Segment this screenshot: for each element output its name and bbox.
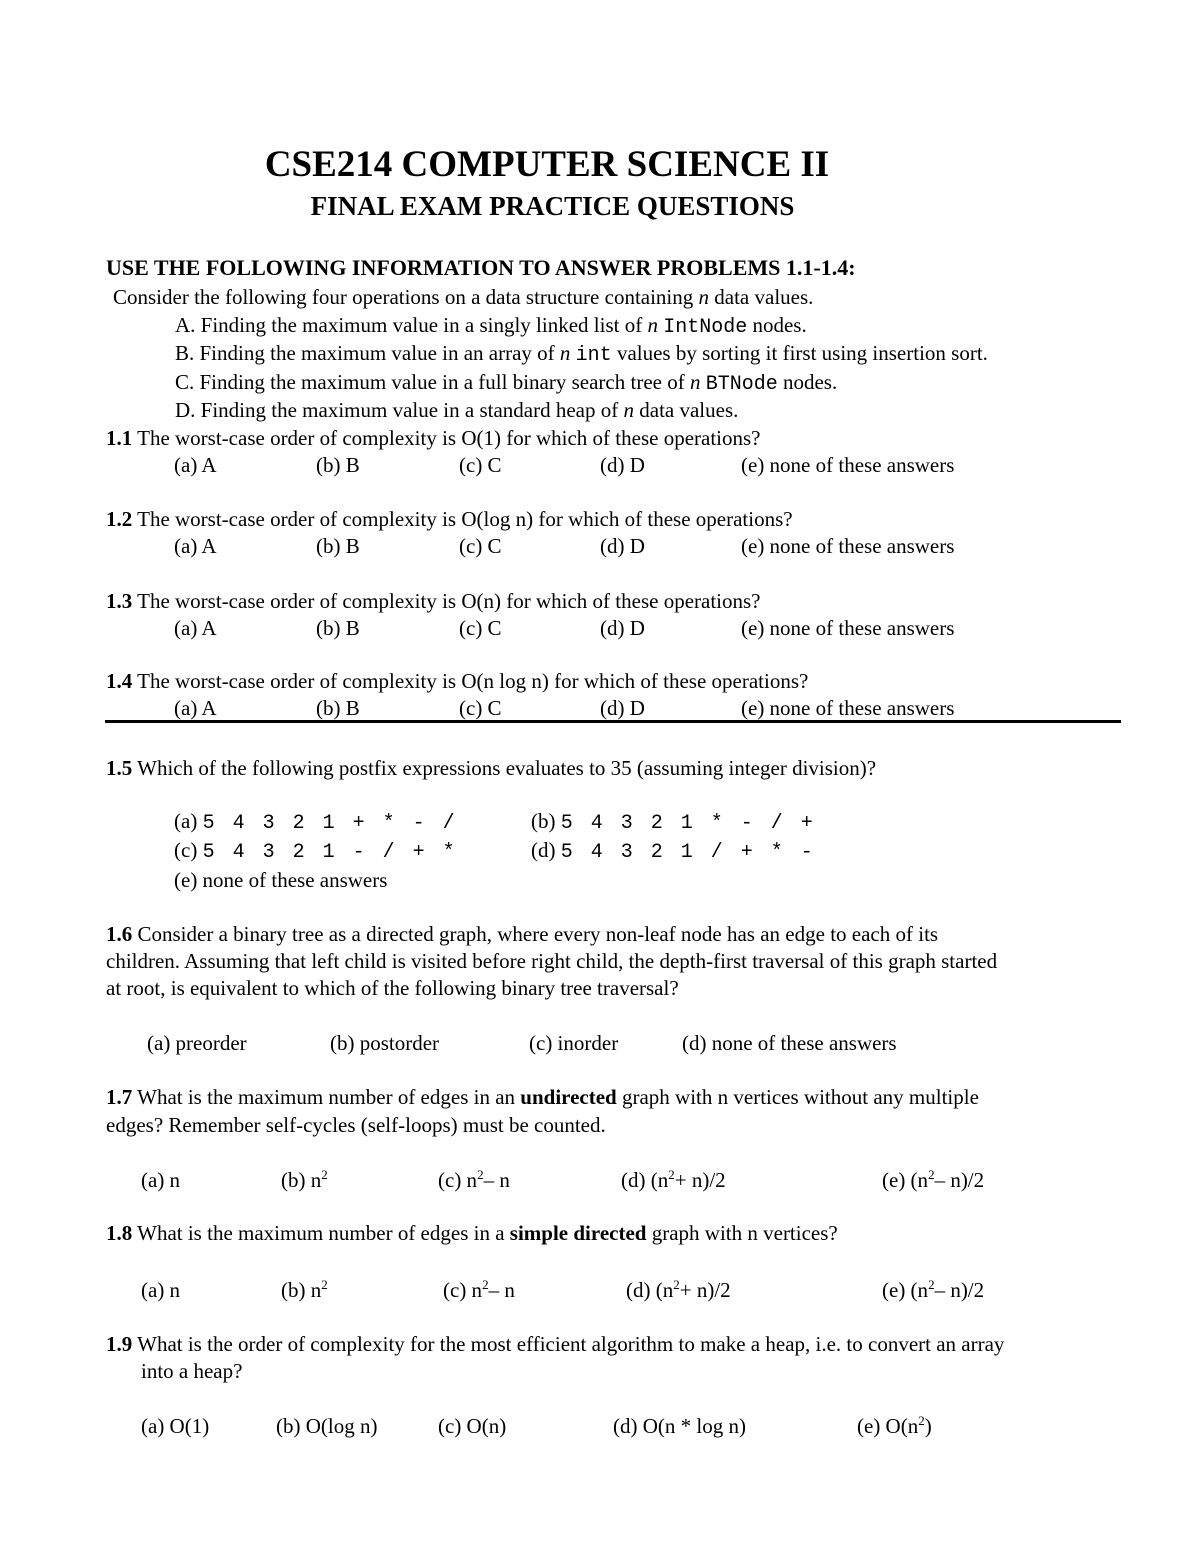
question-1-7: 1.7 What is the maximum number of edges in an undirected graph with n vertices without any multiple bbox=[106, 1085, 979, 1109]
choice-d: (d) D bbox=[600, 453, 645, 477]
choice-c: (c) O(n) bbox=[438, 1414, 507, 1438]
question-1-9-line2: into a heap? bbox=[141, 1359, 243, 1383]
choice-a: (a) n bbox=[141, 1168, 181, 1192]
choice-b: (b) $n^2$ bbox=[281, 1277, 328, 1302]
choice-c: (c) $n^2-$ n bbox=[443, 1277, 515, 1302]
choice-b: (b) O(log n) bbox=[276, 1414, 378, 1438]
choice-a: (a) A bbox=[174, 534, 217, 558]
choice-a: (a) A bbox=[174, 453, 217, 477]
choice-c: (c) C bbox=[459, 534, 502, 558]
choice-a: (a) A bbox=[174, 616, 217, 640]
choice-b: (b) $n^2$ bbox=[281, 1167, 328, 1192]
choice-c: (c) C bbox=[459, 696, 502, 720]
question-1-1: 1.1 The worst-case order of complexity is O(1) for which of these operations? bbox=[106, 426, 761, 450]
choice-e: (e) none of these answers bbox=[741, 534, 955, 558]
question-1-9: 1.9 What is the order of complexity for the most efficient algorithm to make a heap, i.e. to convert an array bbox=[106, 1332, 1005, 1356]
info-intro: Consider the following four operations on a data structure containing n data values. bbox=[113, 285, 814, 309]
choice-b: (b) B bbox=[316, 453, 360, 477]
choice-d: (d) 5 4 3 2 1 / + * - bbox=[531, 838, 813, 864]
choice-c: (c) C bbox=[459, 453, 502, 477]
choice-e: (e) ($n^2-$ n)/2 bbox=[882, 1277, 985, 1302]
choice-d: (d) $(n^2+ n)/2$ bbox=[621, 1167, 726, 1192]
choice-c: (c) 5 4 3 2 1 - / + * bbox=[174, 838, 455, 864]
question-1-5: 1.5 Which of the following postfix expressions evaluates to 35 (assuming integer division)? bbox=[106, 756, 877, 780]
info-heading: USE THE FOLLOWING INFORMATION TO ANSWER PROBLEMS 1.1-1.4: bbox=[106, 255, 856, 280]
page-title: CSE214 COMPUTER SCIENCE II bbox=[264, 144, 830, 185]
choice-b: (b) B bbox=[316, 616, 360, 640]
choice-d: (d) none of these answers bbox=[682, 1031, 897, 1055]
choice-e: (e) ($n^2-$ n)/2 bbox=[882, 1167, 985, 1192]
choice-d: (d) D bbox=[600, 534, 645, 558]
choice-a: (a) preorder bbox=[147, 1031, 247, 1055]
choice-e: (e) none of these answers bbox=[741, 453, 955, 477]
choice-d: (d) O(n * log n) bbox=[613, 1414, 746, 1438]
choice-e: (e) none of these answers bbox=[741, 616, 955, 640]
choice-e: (e) $O(n^2)$ bbox=[857, 1413, 932, 1438]
choice-b: (b) 5 4 3 2 1 * - / + bbox=[531, 809, 813, 835]
choice-e: (e) none of these answers bbox=[174, 868, 388, 892]
choice-a: (a) 5 4 3 2 1 + * - / bbox=[174, 809, 455, 835]
question-1-7-line2: edges? Remember self-cycles (self-loops) must be counted. bbox=[106, 1113, 606, 1137]
section-divider bbox=[105, 720, 1121, 723]
choice-d: (d) D bbox=[600, 616, 645, 640]
operation-d: D. Finding the maximum value in a standard heap of n data values. bbox=[175, 398, 739, 422]
choice-c: (c) $n^2-$ n bbox=[438, 1167, 510, 1192]
choice-b: (b) B bbox=[316, 696, 360, 720]
choice-d: (d) D bbox=[600, 696, 645, 720]
operation-c: C. Finding the maximum value in a full binary search tree of n BTNode nodes. bbox=[175, 370, 838, 396]
choice-a: (a) n bbox=[141, 1278, 181, 1302]
question-1-2: 1.2 The worst-case order of complexity is O(log n) for which of these operations? bbox=[106, 507, 793, 531]
choice-d: (d) $(n^2+ n)/2$ bbox=[626, 1277, 731, 1302]
question-1-6: 1.6 Consider a binary tree as a directed graph, where every non-leaf node has an edge to each of its bbox=[106, 922, 939, 946]
operation-a: A. Finding the maximum value in a singly linked list of n IntNode nodes. bbox=[175, 313, 807, 339]
question-1-4: 1.4 The worst-case order of complexity is O(n log n) for which of these operations? bbox=[106, 669, 809, 693]
choice-b: (b) B bbox=[316, 534, 360, 558]
page-subtitle: FINAL EXAM PRACTICE QUESTIONS bbox=[310, 191, 795, 221]
question-1-8: 1.8 What is the maximum number of edges in a simple directed graph with n vertices? bbox=[106, 1221, 838, 1245]
choice-b: (b) postorder bbox=[330, 1031, 440, 1055]
choice-e: (e) none of these answers bbox=[741, 696, 955, 720]
question-1-6-line3: at root, is equivalent to which of the following binary tree traversal? bbox=[106, 976, 679, 1000]
choice-a: (a) A bbox=[174, 696, 217, 720]
choice-c: (c) C bbox=[459, 616, 502, 640]
choice-c: (c) inorder bbox=[529, 1031, 619, 1055]
question-1-6-line2: children. Assuming that left child is visited before right child, the depth-first traversal of this graph started bbox=[106, 949, 998, 973]
choice-a: (a) O(1) bbox=[141, 1414, 210, 1438]
operation-b: B. Finding the maximum value in an array of n int values by sorting it first using insertion sort. bbox=[175, 341, 988, 367]
question-1-3: 1.3 The worst-case order of complexity is O(n) for which of these operations? bbox=[106, 589, 761, 613]
